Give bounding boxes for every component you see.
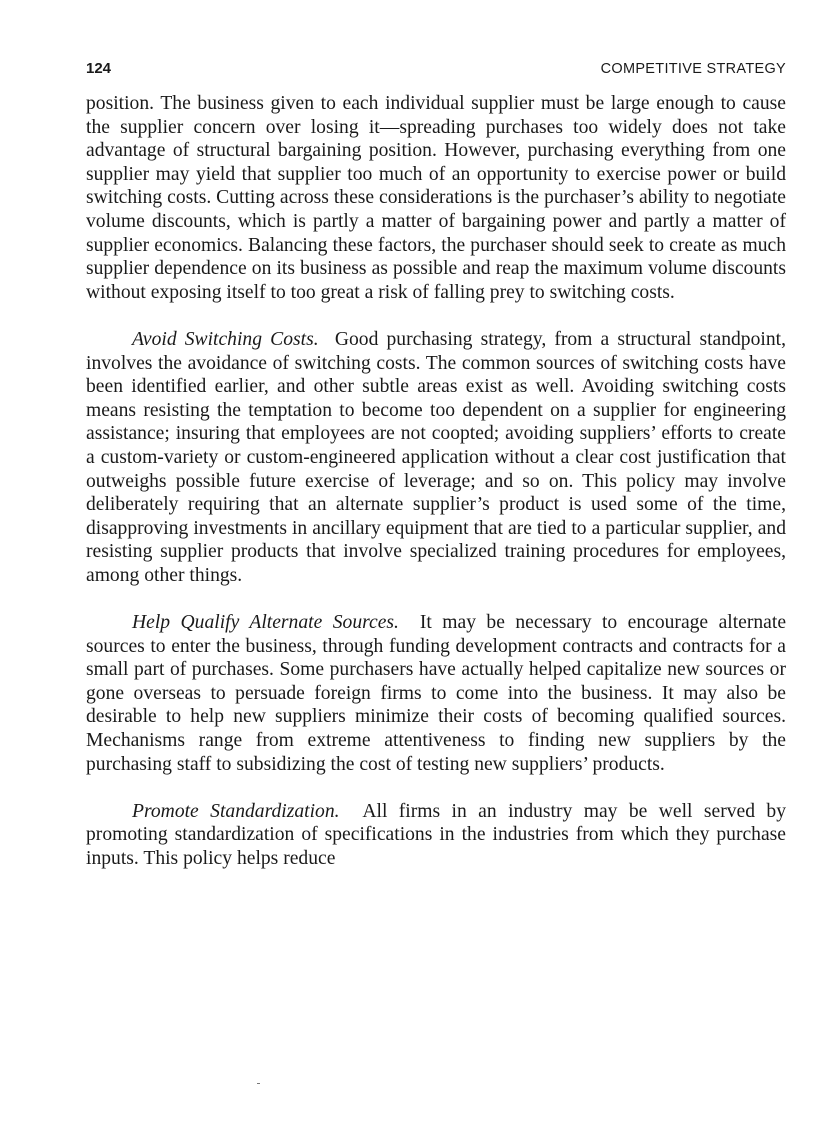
section-heading: Avoid Switching Costs. <box>132 328 319 350</box>
book-page <box>86 60 786 871</box>
paragraph-text: position. The business given to each individual supplier must be large enough to cause the supplier concern over losing it—spreading purchases too widely does not take advantage of structural bargaining position. However, purchasing everything from one supplier may yield that supplier too much of an opportunity to exercise power or build switching costs. Cutting across these considerations is the purchaser’s ability to negotiate volume discounts, which is partly a matter of bargaining power and partly a matter of supplier economics. Balancing these factors, the purchaser should seek to create as much supplier dependence on its business as possible and reap the maximum volume discounts without exposing itself to too great a risk of falling prey to switching costs. <box>86 93 786 303</box>
page-header <box>86 60 786 86</box>
page-number: 124 <box>86 60 112 77</box>
section-heading: Promote Standardization. <box>132 800 340 822</box>
scan-speck <box>257 1083 260 1084</box>
paragraph-text: It may be necessary to encourage alternate sources to enter the business, through funding development contracts and contracts for a small part of purchases. Some purchasers have actually helped capitalize new sources or gone overseas to persuade foreign firms to come into the business. It may also be desirable to help new suppliers minimize their costs of becoming qualified sources. Mechanisms range from extreme attentiveness to finding new suppliers by the purchasing staff to subsidizing the cost of testing new suppliers’ products. <box>86 612 787 775</box>
paragraph-promote-standardization <box>86 800 786 871</box>
paragraph-avoid-switching-costs <box>86 328 786 588</box>
running-head: COMPETITIVE STRATEGY <box>600 61 786 77</box>
paragraph-help-qualify-alternate-sources <box>86 611 786 776</box>
paragraph-text: All firms in an industry may be well served by promoting standardization of specifications in the industries from which they purchase inputs. This policy helps reduce <box>86 800 787 869</box>
paragraph-text: Good purchasing strategy, from a structural standpoint, involves the avoidance of switching costs. The common sources of switching costs have been identified earlier, and other subtle areas exist as well. Avoiding switching costs means resisting the temptation to become too dependent on a supplier for engineering assistance; insuring that employees are not coopted; avoiding suppliers’ efforts to create a custom-variety or custom-engineered application without a clear cost justification that outweighs possible future exercise of leverage; and so on. This policy may involve deliberately requiring that an alternate supplier’s product is used some of the time, disapproving investments in ancillary equipment that are tied to a particular supplier, and resisting supplier products that involve specialized training procedures for employees, among other things. <box>86 328 786 586</box>
section-heading: Help Qualify Alternate Sources. <box>132 612 399 634</box>
paragraph-continuation <box>86 92 786 304</box>
